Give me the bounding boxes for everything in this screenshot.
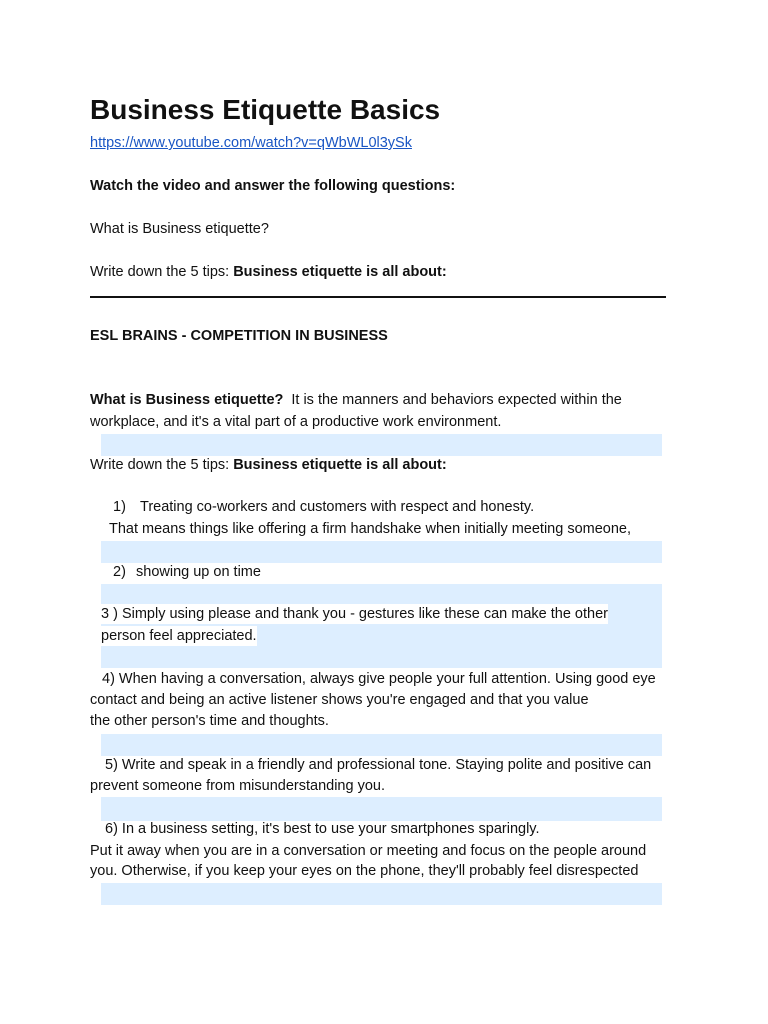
answer-question-bold: What is Business etiquette? [90,392,284,408]
answer-highlight-1 [101,434,662,456]
tip-1-text: Treating co-workers and customers with respect and honesty. [140,499,535,515]
tip-2-text: showing up on time [136,564,261,580]
video-link[interactable]: https://www.youtube.com/watch?v=qWbWL0l3ySk [90,135,412,151]
horizontal-rule [90,296,666,298]
tip-5-line-2: prevent someone from misunderstanding you. [90,778,385,794]
tips-bold: Business etiquette is all about: [233,457,447,473]
tip-4-line-3: the other person's time and thoughts. [90,713,329,729]
tip-1-line-2: That means things like offering a firm handshake when initially meeting someone, [109,521,632,537]
question-2 [90,262,447,282]
tip-1-number: 1) [113,499,126,515]
tip-3-line-1: 3 ) Simply using please and thank you - gestures like these can make the other [101,606,608,622]
answer-highlight-4 [101,734,662,756]
answer-line-2: workplace, and it's a vital part of a productive work environment. [90,414,502,430]
answer-highlight-5 [101,797,662,821]
tip-2-number: 2) [113,564,126,580]
tips-prefix: Write down the 5 tips: [90,457,234,473]
answer-line-1 [90,390,622,410]
answer-highlight-6 [101,883,662,905]
tip-6-line-2: Put it away when you are in a conversation or meeting and focus on the people around [90,843,647,859]
answer-highlight-2 [101,541,662,563]
tip-3-line-2: person feel appreciated. [101,628,257,644]
tip-4-line-1: 4) When having a conversation, always give people your full attention. Using good eye [102,671,656,687]
answer-text: It is the manners and behaviors expected within the [291,392,622,408]
section-heading: ESL BRAINS - COMPETITION IN BUSINESS [90,328,388,344]
page-title: Business Etiquette Basics [90,94,441,125]
question-2-bold: Business etiquette is all about: [233,264,447,280]
tip-4-line-2: contact and being an active listener shows you're engaged and that you value [90,692,589,708]
tip-6-line-1: 6) In a business setting, it's best to use your smartphones sparingly. [105,821,540,837]
tip-6-line-3: you. Otherwise, if you keep your eyes on the phone, they'll probably feel disrespected [90,863,639,879]
tips-prompt [90,455,447,475]
question-1: What is Business etiquette? [90,221,269,237]
question-2-prefix: Write down the 5 tips: [90,264,234,280]
tip-5-line-1: 5) Write and speak in a friendly and professional tone. Staying polite and positive can [105,757,652,773]
instruction-text: Watch the video and answer the following questions: [90,178,456,194]
